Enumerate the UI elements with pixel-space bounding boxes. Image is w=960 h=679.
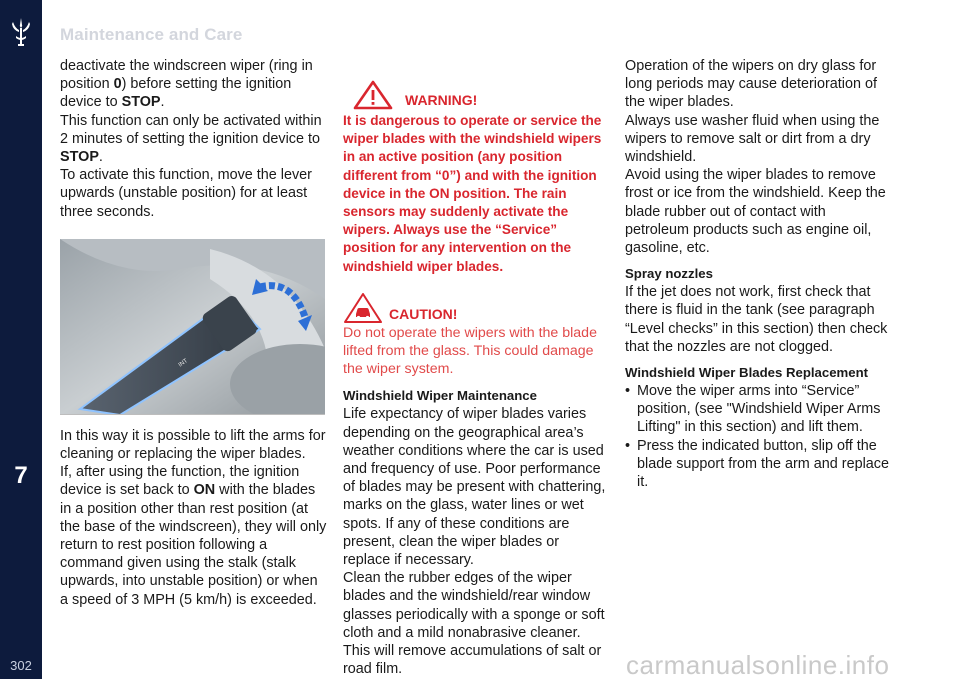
chapter-number: 7 (14, 462, 28, 489)
paragraph: To activate this function, move the lever upwards (unstable position) for at least three seconds. (60, 167, 312, 220)
warning-text: It is dangerous to operate or service the wiper blades with the windshield wipers in an active position (any position different from “0”) and with the ignition device in the ON position. The rain sensors may suddenly activate the wipers. Always use the “Service” position for any intervention on the windshield wiper blades. (343, 113, 602, 274)
paragraph: If the jet does not work, first check that there is fluid in the tank (see paragraph “Level checks” in this section) then check that the nozzles are not clogged. (625, 284, 888, 355)
paragraph: Always use washer fluid when using the wipers to remove salt or dirt from a dry windshield. (625, 112, 880, 166)
paragraph: Avoid using the wiper blades to remove frost or ice from the windshield. Keep the blade rubber out of contact with petroleum products such as engine oil, gasoline, etc. (625, 167, 886, 257)
blade-replacement-heading: Windshield Wiper Blades Replacement (625, 365, 869, 381)
column-1 (60, 57, 328, 609)
warning-header (343, 80, 609, 110)
maintenance-heading: Windshield Wiper Maintenance (343, 388, 537, 404)
section-title: Maintenance and Care (60, 25, 243, 44)
paragraph: In this way it is possible to lift the arms for cleaning or replacing the wiper blades. (60, 427, 326, 463)
spray-nozzles-heading: Spray nozzles (625, 266, 713, 282)
paragraph: Life expectancy of wiper blades varies depending on the geographical area’s weather conditions where the car is used and frequency of use. Poor performance of blades may be present with chattering, marks on the glass, water lines or wet spots. If any of these conditions are present, clean the wiper blades or replace if necessary. (343, 406, 606, 569)
caution-text: Do not operate the wipers with the blade lifted from the glass. This could damage the wiper system. (343, 324, 597, 378)
caution-title: CAUTION! (389, 305, 458, 322)
wiper-stalk-photo (60, 239, 325, 415)
warning-triangle-icon (353, 80, 393, 110)
paragraph: deactivate the windscreen wiper (ring in position 0) before setting the ignition device to STOP. (60, 58, 313, 111)
warning-title: WARNING! (405, 91, 478, 108)
caution-header (343, 292, 609, 324)
list-item: • Move the wiper arms into “Service” position, (see "Windshield Wiper Arms Lifting" in this section) and lift them. (625, 382, 893, 437)
chapter-sidebar (0, 0, 42, 679)
car-caution-icon (343, 292, 383, 324)
column-2 (343, 80, 609, 678)
column-3 (625, 57, 893, 491)
paragraph: If, after using the function, the ignition device is set back to ON with the blades in a position other than rest position (at the base of the windscreen), they will only return to rest position following a command given using the stalk (stalk upwards, into unstable position) or when a speed of 3 MPH (5 km/h) is exceeded. (60, 464, 327, 608)
paragraph: This function can only be activated within 2 minutes of setting the ignition device to STOP. (60, 112, 322, 166)
replacement-steps (625, 382, 893, 491)
watermark: carmanualsonline.info (626, 650, 890, 679)
page-number: 302 (10, 658, 32, 673)
paragraph: Clean the rubber edges of the wiper blades and the windshield/rear window glasses periodically with a sponge or soft cloth and a mild nonabrasive cleaner. This will remove accumulations of salt or road film. (343, 570, 605, 678)
stalk-int-label: INT (177, 358, 190, 369)
list-item: • Press the indicated button, slip off the blade support from the arm and replace it. (625, 437, 893, 492)
trident-logo-icon (9, 16, 33, 50)
paragraph: Operation of the wipers on dry glass for long periods may cause deterioration of the wiper blades. (625, 58, 877, 111)
